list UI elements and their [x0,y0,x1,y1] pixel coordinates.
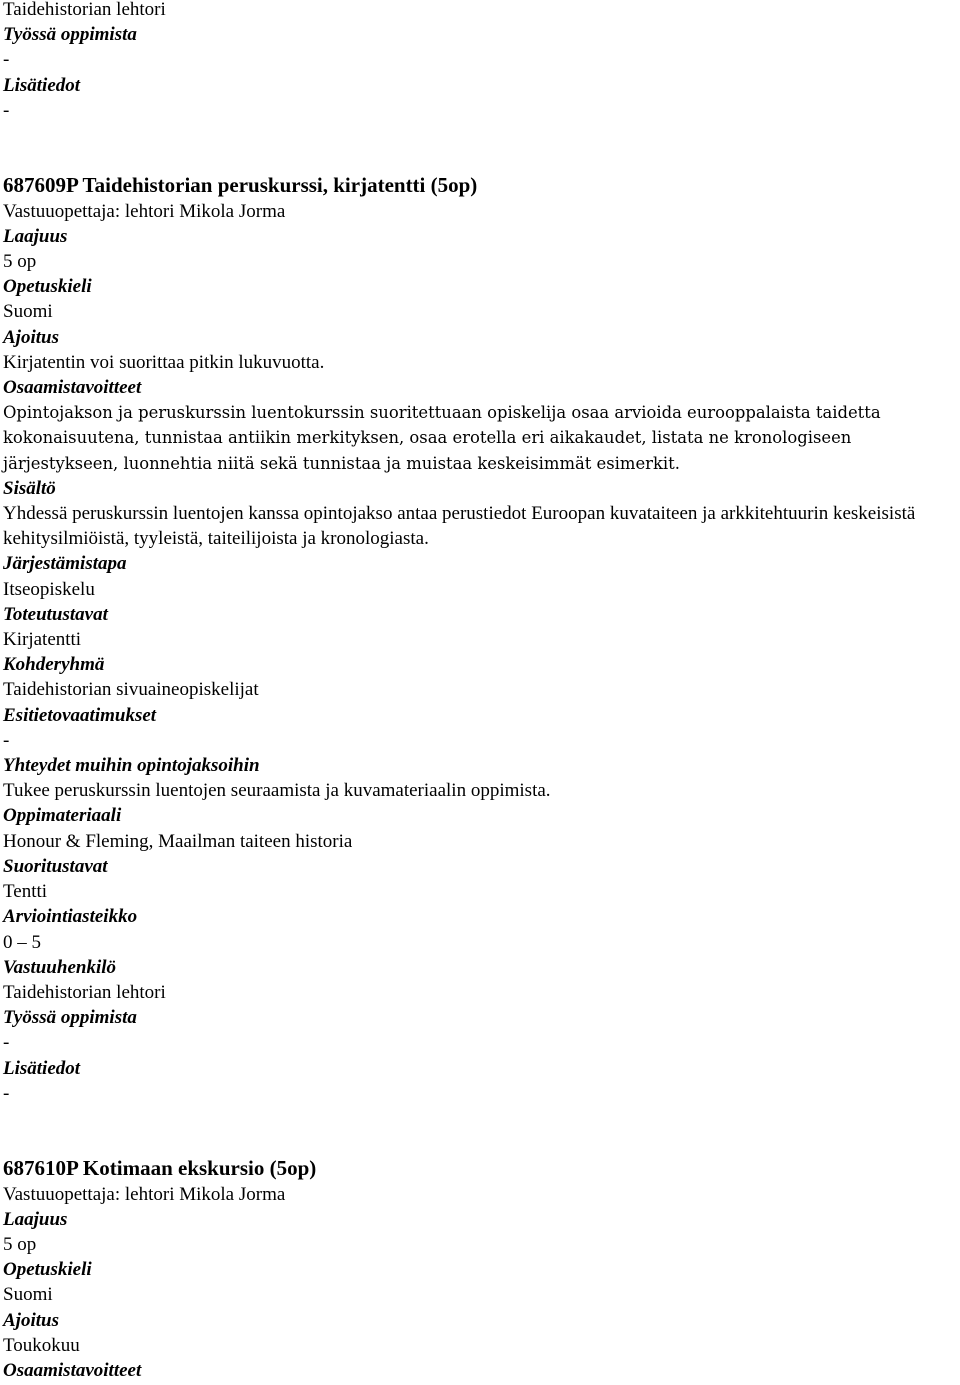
opetuskieli-label: Opetuskieli [3,276,92,298]
ajoitus-value: Toukokuu [3,1334,80,1356]
opetuskieli-value: Suomi [3,301,53,323]
arviointiasteikko-label: Arviointiasteikko [3,906,138,928]
jarjestamistapa-label: Järjestämistapa [3,553,127,575]
lisatiedot-label: Lisätiedot [3,1057,81,1079]
arviointiasteikko-value: 0 – 5 [3,931,41,953]
vastuuhenkilo-value: Taidehistorian lehtori [3,981,166,1003]
oppimateriaali-label: Oppimateriaali [3,805,122,827]
course-687610P [3,1156,957,1383]
osaamistavoitteet-text: Opintojakson ja peruskurssin luentokurssin suoritettuaan opiskelija osaa arvioida eurooppalaista taidetta kokonaisuutena, tunnistaa antiikin merkityksen, osaa erotella eri aikakaudet, listata ne kronologiseen järjestykseen, luonnehtia niitä sekä tunnistaa ja muistaa keskeisimmät esimerkit. [3,403,881,473]
laajuus-value: 5 op [3,251,37,273]
toteutustavat-label: Toteutustavat [3,603,108,625]
osaamistavoitteet-label: Osaamistavoitteet [3,1359,142,1381]
course-title: 687609P Taidehistorian peruskurssi, kirjatentti (5op) [3,173,478,198]
laajuus-label: Laajuus [3,225,68,247]
tyossa-oppimista-label-top: Työssä oppimista [3,24,137,46]
yhteydet-label: Yhteydet muihin opintojaksoihin [3,755,260,777]
lisatiedot-value: - [3,1082,10,1104]
esitietovaatimukset-label: Esitietovaatimukset [3,704,157,726]
laajuus-value: 5 op [3,1233,37,1255]
course-responsible: Vastuuopettaja: lehtori Mikola Jorma [3,200,286,222]
kohderyhma-label: Kohderyhmä [3,654,105,676]
osaamistavoitteet-label: Osaamistavoitteet [3,377,142,399]
section-spacer [3,123,957,173]
ajoitus-value: Kirjatentin voi suorittaa pitkin lukuvuotta. [3,351,325,373]
suoritustavat-label: Suoritustavat [3,855,108,877]
esitietovaatimukset-value: - [3,729,10,751]
course-687609P [3,173,957,1106]
vastuuhenkilo-label: Vastuuhenkilö [3,956,116,978]
suoritustavat-value: Tentti [3,881,48,903]
lisatiedot-value-top: - [3,99,10,121]
opetuskieli-value: Suomi [3,1284,53,1306]
tyossa-oppimista-label: Työssä oppimista [3,1007,137,1029]
sisalto-label: Sisältö [3,477,56,499]
sisalto-text: Yhdessä peruskurssin luentojen kanssa opintojakso antaa perustiedot Euroopan kuvataiteen ja arkkitehtuurin keskeisistä kehitysilmiöistä, tyyleistä, taiteilijoista ja kronologiasta. [3,503,916,550]
oppimateriaali-value: Honour & Fleming, Maailman taiteen historia [3,830,353,852]
tyossa-oppimista-value-top: - [3,49,10,71]
ajoitus-label: Ajoitus [3,326,59,348]
opetuskieli-label: Opetuskieli [3,1259,92,1281]
course-title: 687610P Kotimaan ekskursio (5op) [3,1156,317,1181]
kohderyhma-value: Taidehistorian sivuaineopiskelijat [3,679,259,701]
ajoitus-label: Ajoitus [3,1309,59,1331]
jarjestamistapa-value: Itseopiskelu [3,578,95,600]
laajuus-label: Laajuus [3,1208,68,1230]
toteutustavat-value: Kirjatentti [3,629,82,651]
course-responsible: Vastuuopettaja: lehtori Mikola Jorma [3,1183,286,1205]
vastuuhenkilo-value-top: Taidehistorian lehtori [3,0,166,20]
document-page [3,0,957,1383]
section-spacer [3,1106,957,1156]
lisatiedot-label-top: Lisätiedot [3,74,81,96]
tyossa-oppimista-value: - [3,1032,10,1054]
yhteydet-value: Tukee peruskurssin luentojen seuraamista ja kuvamateriaalin oppimista. [3,780,551,802]
